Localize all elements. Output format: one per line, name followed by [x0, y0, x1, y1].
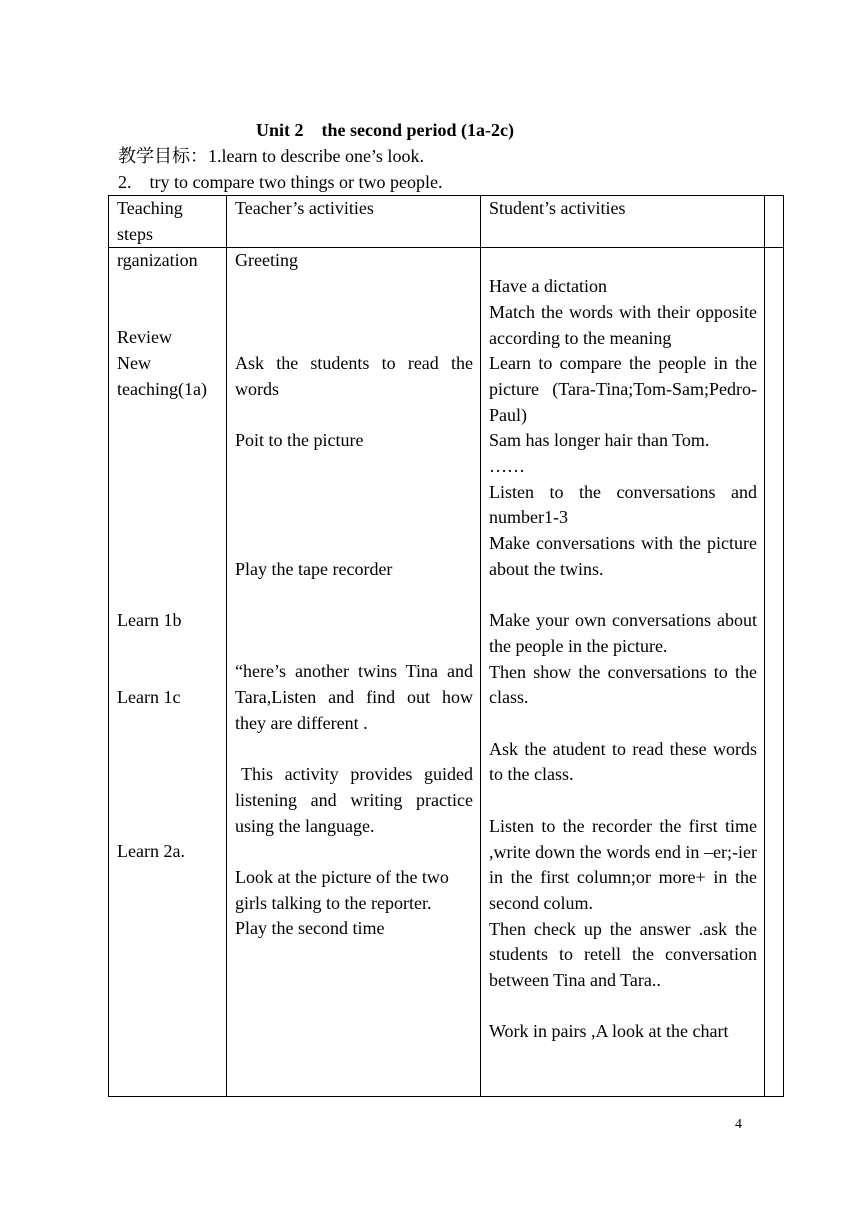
page-title: Unit 2 the second period (1a-2c): [256, 120, 514, 140]
objective-line-1: 教学目标：1.learn to describe one’s look.: [118, 146, 424, 166]
step-learn-1c: Learn 1c: [117, 687, 181, 708]
lesson-plan-table: [108, 195, 784, 1097]
student-listen-conversations: Listen to the conversations and number1-3: [489, 481, 757, 528]
teacher-greeting: Greeting: [235, 250, 298, 271]
page-number: 4: [735, 1117, 742, 1132]
step-learn-1b: Learn 1b: [117, 610, 182, 631]
student-listen-recorder: Listen to the recorder the first time ,write down the words end in –er;-ier in the first column;or more+ in the second colum.: [489, 815, 757, 913]
header-extra: [765, 196, 784, 248]
student-then-check: Then check up the answer .ask the students to retell the conversation between Tina and Tara..: [489, 918, 757, 991]
step-new-teaching: New teaching(1a): [117, 353, 207, 399]
header-teacher-activities: Teacher’s activities: [227, 196, 481, 248]
table-row: [109, 248, 784, 1097]
header-student-activities: Student’s activities: [481, 196, 765, 248]
student-dictation: Have a dictation: [489, 276, 607, 297]
student-work-pairs: Work in pairs ,A look at the chart: [489, 1021, 729, 1042]
teacher-activity-provides: This activity provides guided listening and writing practice using the language.: [235, 764, 473, 836]
step-learn-2a: Learn 2a.: [117, 841, 185, 862]
student-activities-cell: [481, 248, 765, 1097]
teacher-look-picture: Look at the picture of the two girls talking to the reporter.: [235, 867, 449, 913]
student-sam-hair: Sam has longer hair than Tom.: [489, 430, 710, 451]
table-header-row: [109, 196, 784, 248]
student-ask-atudent: Ask the atudent to read these words to the class.: [489, 738, 757, 785]
student-make-conversations: Make conversations with the picture about the twins.: [489, 533, 757, 579]
step-review: Review: [117, 327, 172, 348]
teacher-play-tape: Play the tape recorder: [235, 558, 393, 579]
extra-cell: [765, 248, 784, 1097]
teacher-heres-twins: “here’s another twins Tina and Tara,Listen and find out how they are different .: [235, 661, 473, 733]
teacher-poit-picture: Poit to the picture: [235, 430, 364, 451]
teacher-ask-read: Ask the students to read the words: [235, 353, 473, 399]
teacher-activities-cell: [227, 248, 481, 1097]
objective-line-2: 2. try to compare two things or two people.: [118, 172, 443, 192]
student-make-own: Make your own conversations about the people in the picture.: [489, 610, 757, 656]
student-then-show: Then show the conversations to the class.: [489, 661, 757, 708]
student-ellipsis: ……: [489, 456, 525, 477]
student-learn-compare: Learn to compare the people in the picture (Tara-Tina;Tom-Sam;Pedro-Paul): [489, 353, 757, 425]
step-organization: rganization: [117, 250, 198, 271]
header-teaching-steps: Teaching steps: [109, 196, 227, 248]
student-match-words: Match the words with their opposite according to the meaning: [489, 301, 757, 348]
steps-cell: [109, 248, 227, 1097]
teacher-play-second: Play the second time: [235, 918, 385, 939]
